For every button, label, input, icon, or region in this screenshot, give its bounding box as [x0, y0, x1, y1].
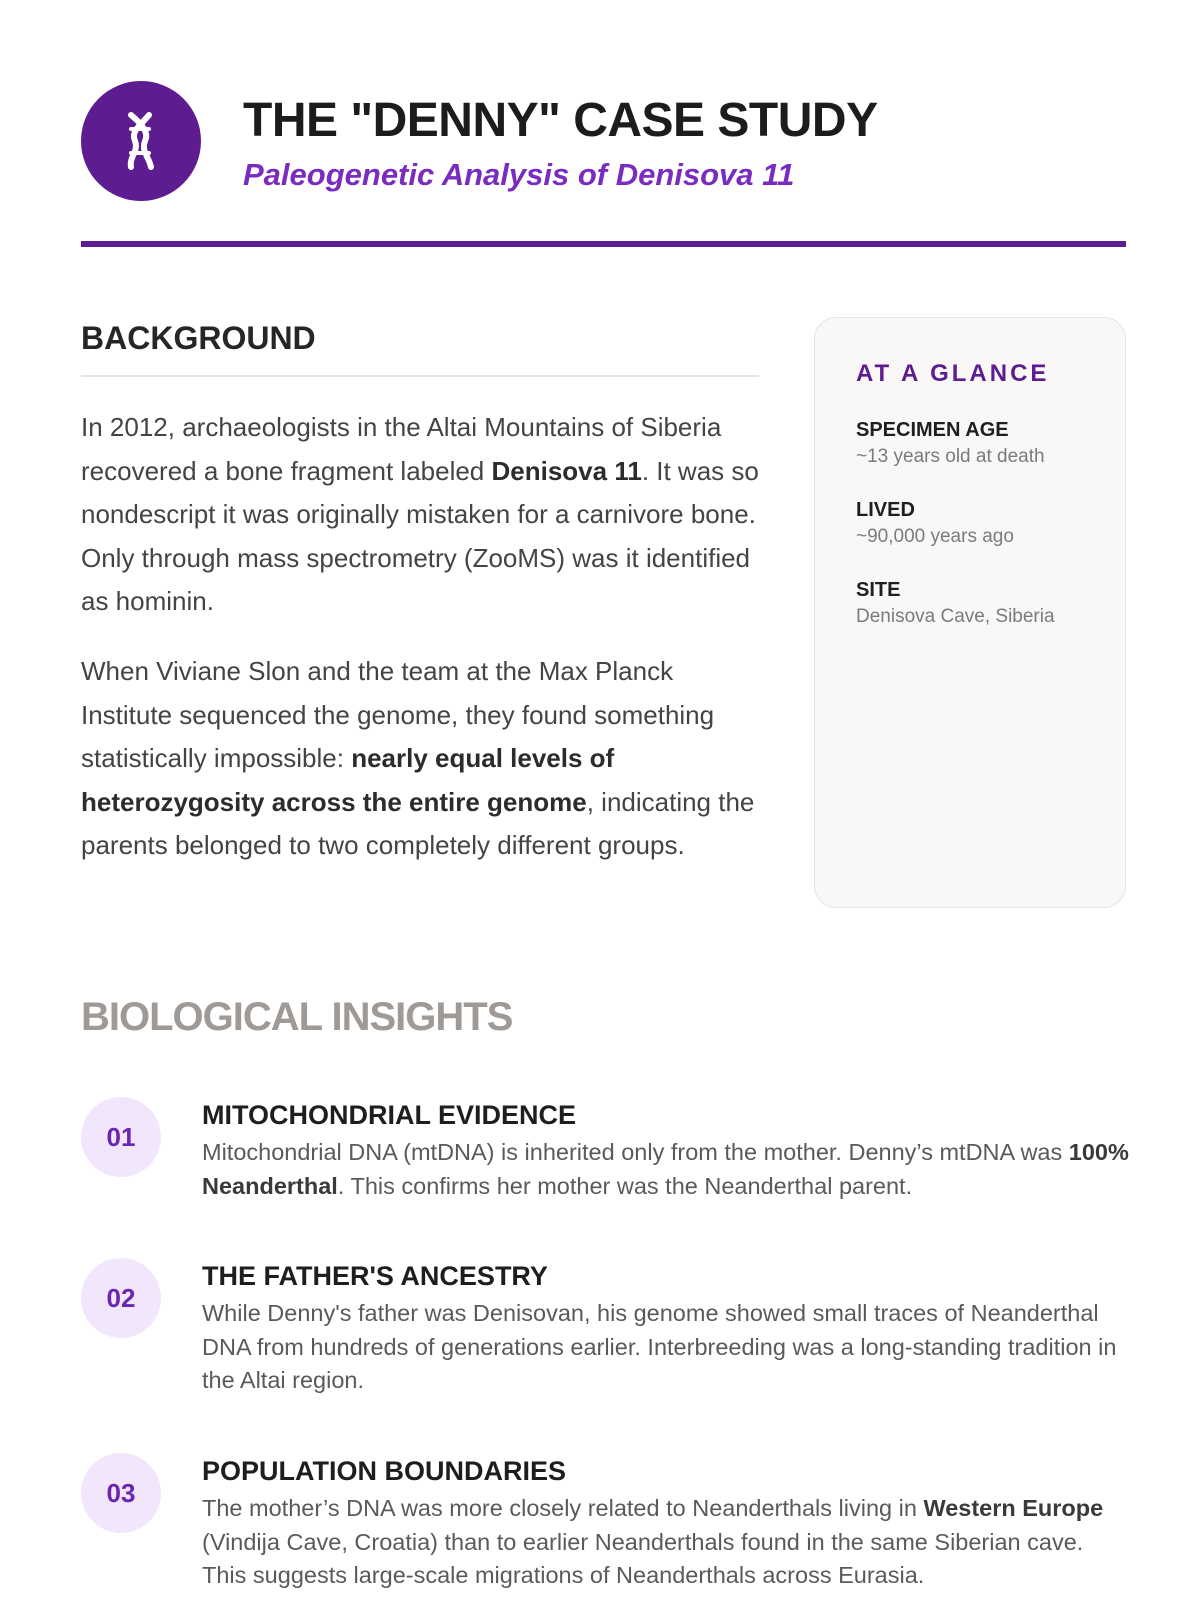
- background-divider: [81, 375, 759, 377]
- text-span: In 2012, archaeologists in the Altai Mountains of Siberia recovered a bone fragment labeled: [81, 412, 722, 486]
- fact-value-lived: ~90,000 years ago: [856, 526, 1014, 547]
- text-span: . This confirms her mother was the Neanderthal parent.: [337, 1172, 913, 1199]
- bold-text: nearly equal levels of heterozygosity across the entire genome: [81, 743, 615, 817]
- text-span: , indicating the parents belonged to two completely different groups.: [81, 786, 755, 860]
- insight-body: [202, 1297, 1132, 1398]
- insight-body: [202, 1492, 1132, 1593]
- background-paragraph-1: [81, 406, 761, 624]
- background-paragraph-2: [81, 650, 761, 868]
- text-span: The mother’s DNA was more closely related to Neanderthals living in: [202, 1495, 924, 1521]
- insight-title: MITOCHONDRIAL EVIDENCE: [202, 1100, 577, 1130]
- background-heading: BACKGROUND: [81, 320, 316, 356]
- at-a-glance-card: [814, 317, 1126, 908]
- text-span: When Viviane Slon and the team at the Max Planck Institute sequenced the genome, they found something statistically impossible:: [81, 656, 715, 773]
- bold-text: 100% Neanderthal: [202, 1139, 1129, 1199]
- fact-value-site: Denisova Cave, Siberia: [856, 606, 1055, 627]
- bold-text: Western Europe: [923, 1495, 1104, 1521]
- fact-label-lived: LIVED: [856, 499, 915, 521]
- logo: [81, 81, 201, 201]
- insight-number-badge: 03: [81, 1453, 161, 1533]
- text-span: (Vindija Cave, Croatia) than to earlier Neanderthals found in the same Siberian cave. This suggests large-scale migrations of Neanderthals across Eurasia.: [202, 1528, 1084, 1588]
- page-title: THE "DENNY" CASE STUDY: [243, 94, 878, 147]
- text-span: Mitochondrial DNA (mtDNA) is inherited only from the mother. Denny’s mtDNA was: [202, 1139, 1069, 1165]
- text-span: . It was so nondescript it was originally mistaken for a carnivore bone. Only through mass spectrometry (ZooMS) was it identified as hominin.: [81, 455, 759, 616]
- bold-text: Denisova 11: [491, 455, 642, 486]
- text-span: While Denny's father was Denisovan, his genome showed small traces of Neanderthal DNA from hundreds of generations earlier. Interbreeding was a long-standing tradition in the Altai region.: [202, 1300, 1117, 1393]
- insights-heading: BIOLOGICAL INSIGHTS: [81, 995, 513, 1039]
- header-divider: [81, 241, 1126, 247]
- insight-number-badge: 01: [81, 1097, 161, 1177]
- fact-label-site: SITE: [856, 579, 901, 601]
- fact-value-specimen-age: ~13 years old at death: [856, 446, 1045, 467]
- insight-title: THE FATHER'S ANCESTRY: [202, 1261, 548, 1291]
- insight-number-badge: 02: [81, 1258, 161, 1338]
- page-subtitle: Paleogenetic Analysis of Denisova 11: [243, 157, 795, 192]
- insight-body: [202, 1136, 1132, 1203]
- dna-icon: [109, 109, 173, 173]
- insight-title: POPULATION BOUNDARIES: [202, 1456, 567, 1486]
- glance-title: AT A GLANCE: [856, 360, 1050, 387]
- fact-label-specimen-age: SPECIMEN AGE: [856, 419, 1009, 441]
- header: [81, 81, 1126, 247]
